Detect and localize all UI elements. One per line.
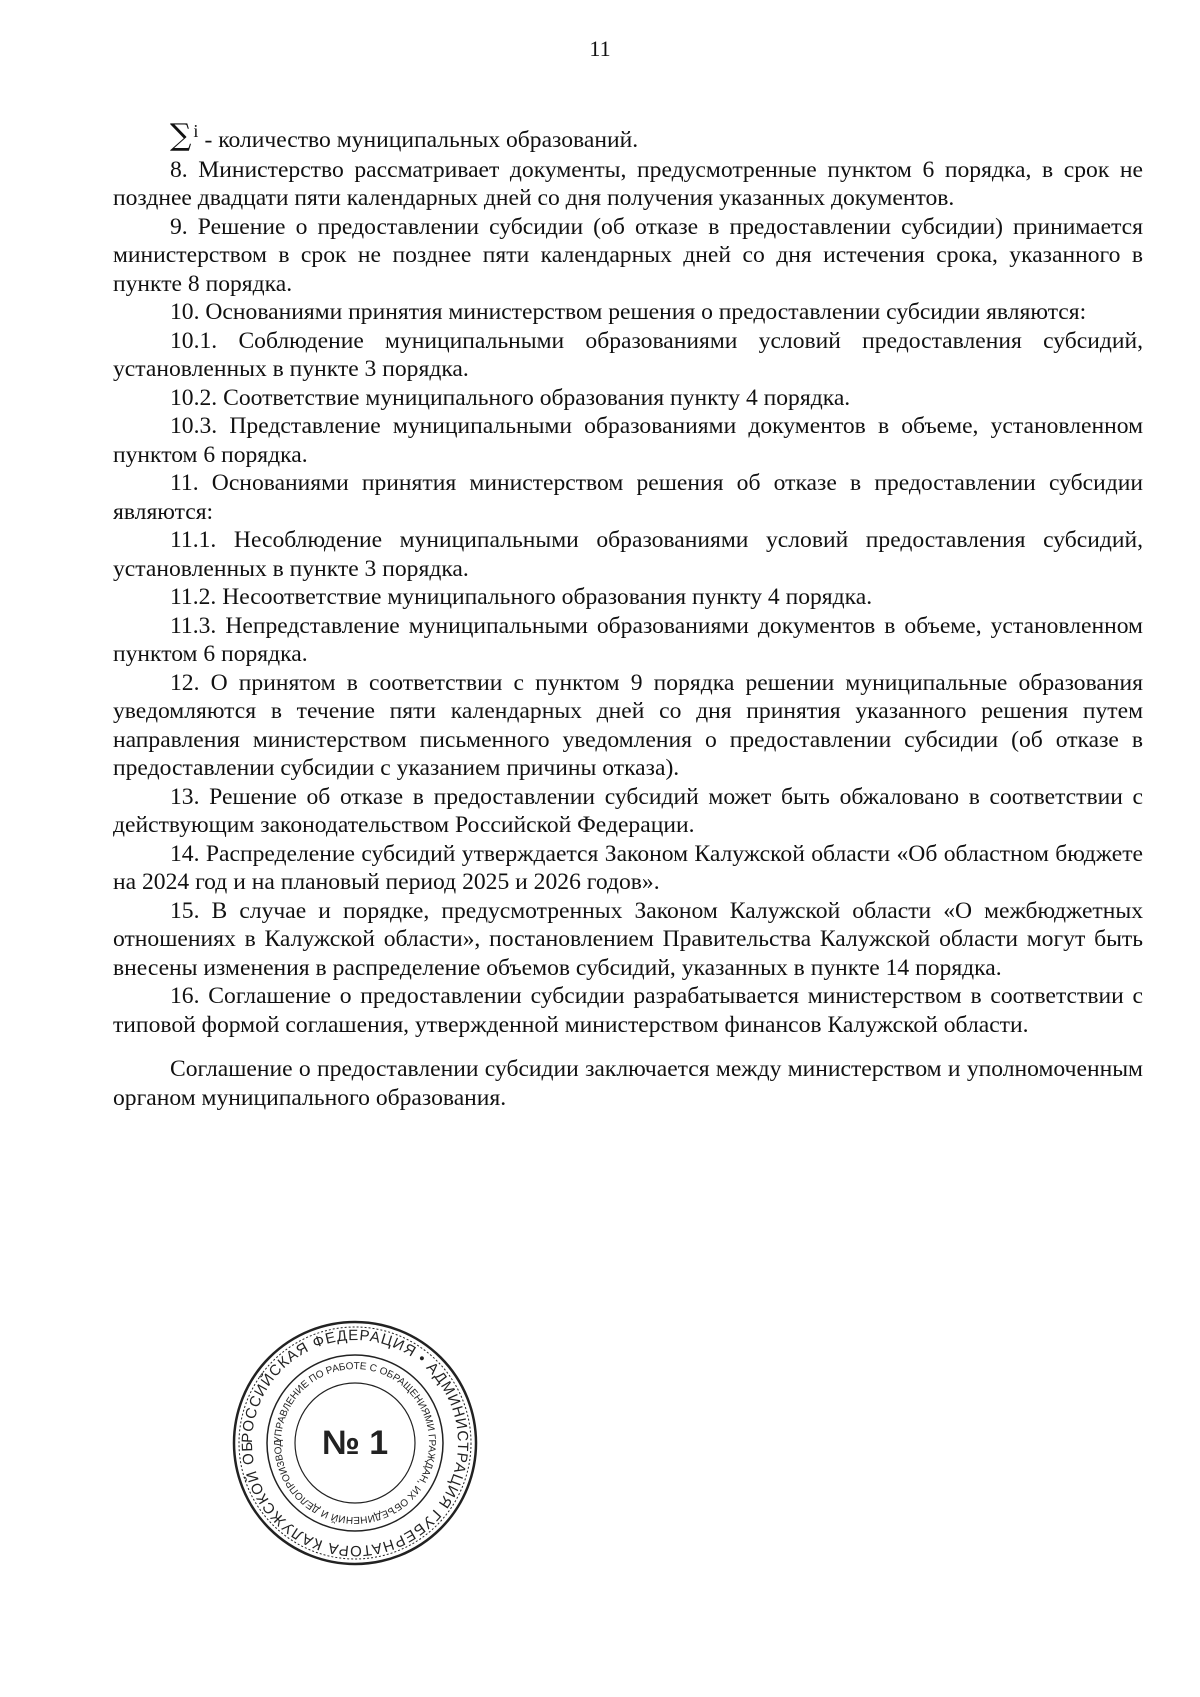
paragraph-12: 12. О принятом в соответствии с пунктом 9 порядка решении муниципальные образования уведомляются в течение пяти календарных дней со дня принятия указанного решения путем направления министерством письменного уведомления о предоставлении субсидии (об отказе в предоставлении субсидии с указанием причины отказа). [113,669,1143,781]
page-number: 11 [589,36,611,61]
seal-inner-text: УПРАВЛЕНИЕ ПО РАБОТЕ С ОБРАЩЕНИЯМИ ГРАЖДАН, ИХ ОБЪЕДИНЕНИЙ И ДЕЛОПРОИЗВОД [272,1360,438,1526]
paragraph-15: 15. В случае и порядке, предусмотренных Законом Калужской области «О межбюджетных отношениях в Калужской области», постановлением Правительства Калужской области могут быть внесены изменения в распределение объемов субсидий, указанных в пункте 14 порядка. [113,897,1143,981]
paragraph-16: 16. Соглашение о предоставлении субсидии разрабатывается министерством в соответствии с типовой формой соглашения, утвержденной министерством финансов Калужской области. [113,983,1143,1038]
paragraph-10-1: 10.1. Соблюдение муниципальными образованиями условий предоставления субсидий, установленных в пункте 3 порядка. [113,327,1143,382]
sum-definition-text: - количество муниципальных образований. [204,127,639,153]
paragraph-9: 9. Решение о предоставлении субсидии (об отказе в предоставлении субсидии) принимается министерством в срок не позднее пяти календарных дней со дня истечения срока, указанного в пункте 8 порядка. [113,213,1143,297]
paragraph-10: 10. Основаниями принятия министерством решения о предоставлении субсидии являются: [170,299,1087,325]
paragraph-8: 8. Министерство рассматривает документы, предусмотренные пунктом 6 порядка, в срок не позднее двадцати пяти календарных дней со дня получения указанных документов. [113,156,1143,211]
paragraph-11-3: 11.3. Непредставление муниципальными образованиями документов в объеме, установленном пунктом 6 порядка. [113,612,1143,667]
paragraph-10-3: 10.3. Представление муниципальными образованиями документов в объеме, установленном пунктом 6 порядка. [113,413,1143,468]
sum-index: i [193,121,199,141]
paragraph-13: 13. Решение об отказе в предоставлении субсидий может быть обжаловано в соответствии с действующим законодательством Российской Федерации. [113,783,1143,838]
paragraph-11: 11. Основаниями принятия министерством решения об отказе в предоставлении субсидии являются: [113,470,1143,525]
official-seal [230,1318,480,1568]
document-body [113,118,1143,1112]
paragraph-11-1: 11.1. Несоблюдение муниципальными образованиями условий предоставления субсидий, установленных в пункте 3 порядка. [113,527,1143,582]
paragraph-14: 14. Распределение субсидий утверждается Законом Калужской области «Об областном бюджете на 2024 год и на плановый период 2025 и 2026 годов». [113,840,1143,895]
seal-outer-text: РОССИЙСКАЯ ФЕДЕРАЦИЯ • АДМИНИСТРАЦИЯ ГУБЕРНАТОРА КАЛУЖСКОЙ ОБ [238,1326,472,1560]
sum-definition-line [113,118,1143,156]
paragraph-11-2: 11.2. Несоответствие муниципального образования пункту 4 порядка. [170,584,873,610]
paragraph-10-2: 10.2. Соответствие муниципального образования пункту 4 порядка. [170,384,851,411]
sum-symbol: ∑ [170,118,192,153]
seal-graphic [230,1318,480,1568]
seal-center-number: № 1 [321,1424,389,1462]
paragraph-agreement: Соглашение о предоставлении субсидии заключается между министерством и уполномоченным органом муниципального образования. [113,1056,1143,1111]
